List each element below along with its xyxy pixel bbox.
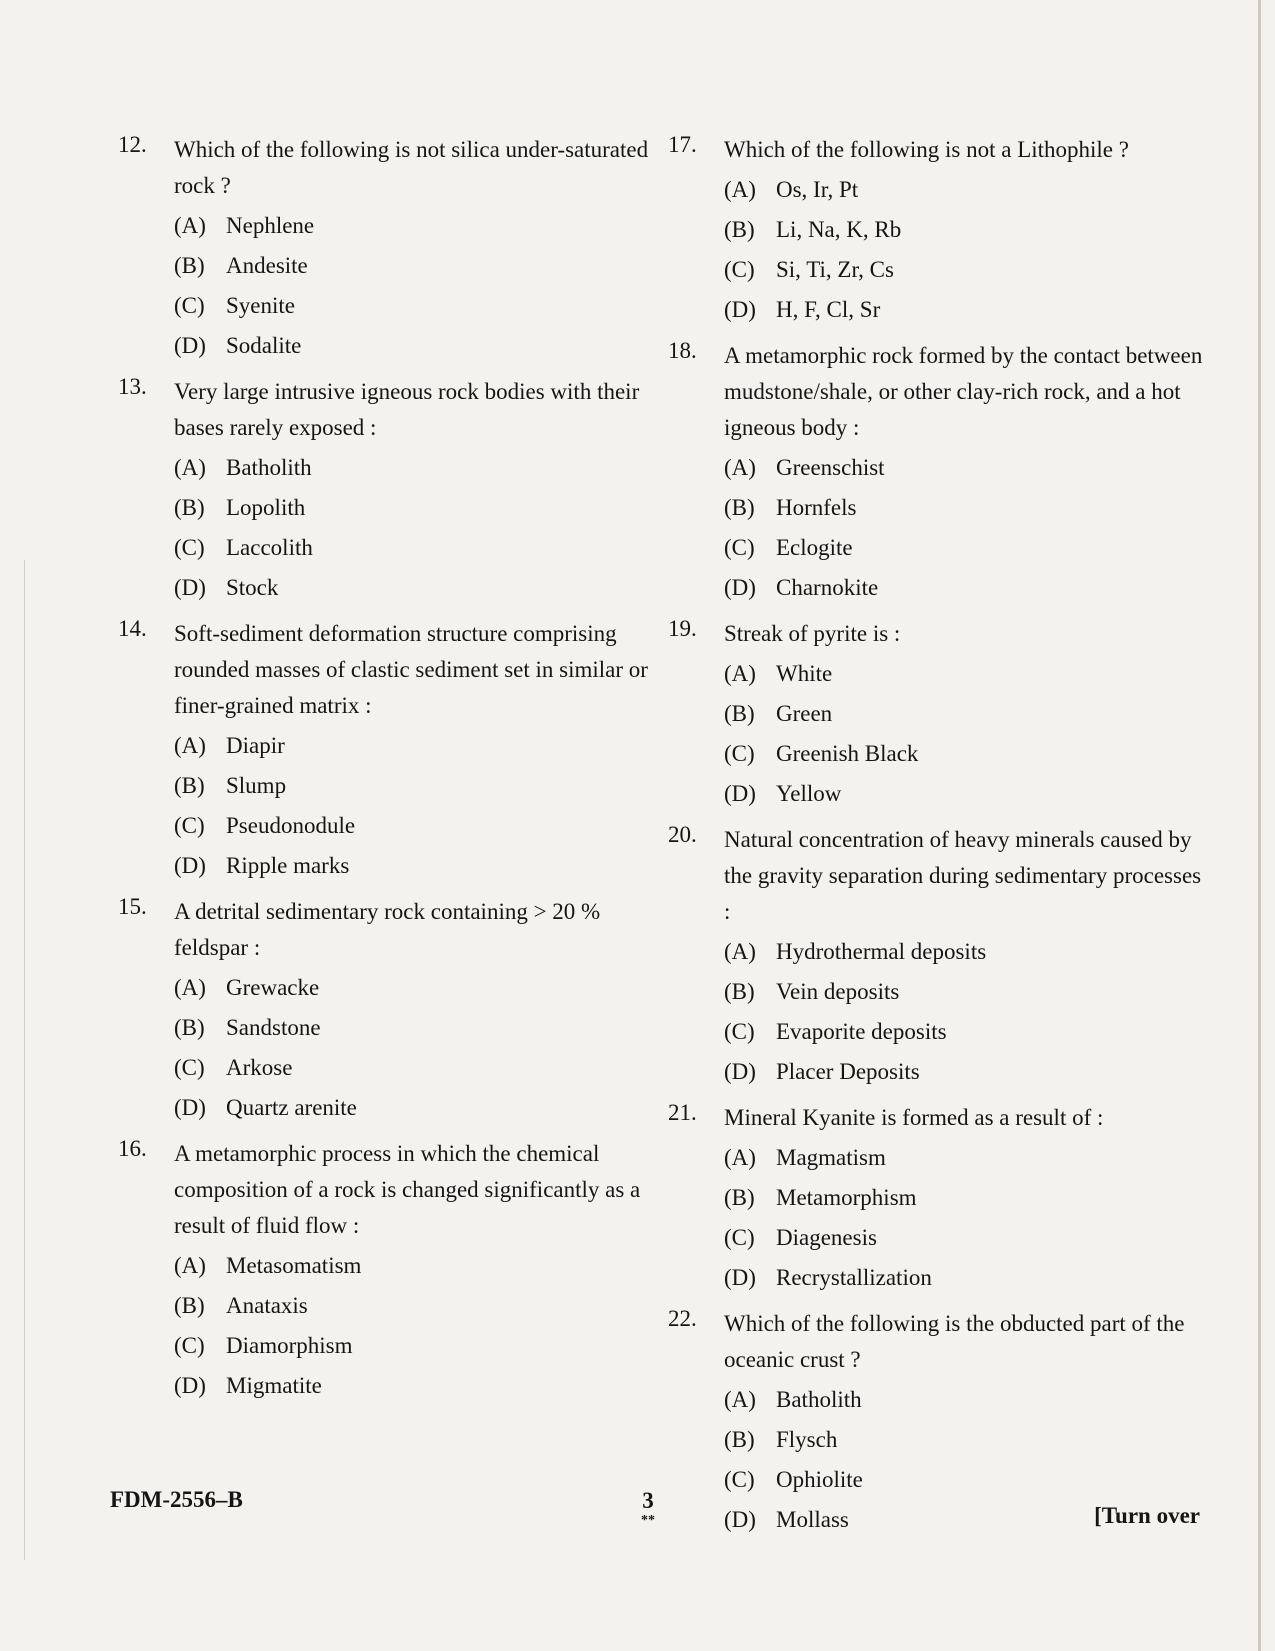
option — [174, 568, 658, 608]
option-text: Arkose — [226, 1055, 293, 1080]
option-label: (B) — [724, 701, 755, 726]
option — [724, 1258, 1208, 1298]
option-label: (A) — [724, 1145, 756, 1170]
right-column — [668, 132, 1208, 1548]
question-text: Natural concentration of heavy minerals caused by the gravity separation during sedimentary processes : — [724, 827, 1202, 924]
option-text: Batholith — [776, 1387, 862, 1412]
option-label: (B) — [724, 979, 755, 1004]
option-text: Ripple marks — [226, 853, 350, 878]
option-text: Metamorphism — [776, 1185, 917, 1210]
left-column — [118, 132, 658, 1414]
option-text: Ophiolite — [776, 1467, 863, 1492]
option — [174, 448, 658, 488]
option — [724, 528, 1208, 568]
option-label: (B) — [724, 217, 755, 242]
question-number: 20. — [668, 822, 697, 847]
option-label: (D) — [174, 1095, 206, 1120]
option — [724, 734, 1208, 774]
page-number — [641, 1488, 655, 1531]
option-label: (D) — [724, 1059, 756, 1084]
question — [118, 1136, 658, 1406]
option-label: (A) — [174, 975, 206, 1000]
option — [724, 1218, 1208, 1258]
option-label: (B) — [724, 1427, 755, 1452]
option — [724, 932, 1208, 972]
option-text: Diapir — [226, 733, 285, 758]
option — [724, 654, 1208, 694]
option — [724, 1012, 1208, 1052]
question-text: Streak of pyrite is : — [724, 621, 901, 646]
option-text: Si, Ti, Zr, Cs — [776, 257, 894, 282]
option-label: (D) — [724, 1265, 756, 1290]
option-label: (A) — [174, 213, 206, 238]
option — [174, 846, 658, 886]
option-text: Sodalite — [226, 333, 302, 358]
option-label: (D) — [174, 853, 206, 878]
question — [118, 894, 658, 1128]
question — [668, 1100, 1208, 1298]
option-text: Evaporite deposits — [776, 1019, 947, 1044]
option — [174, 286, 658, 326]
question-number: 22. — [668, 1306, 697, 1331]
question-number: 13. — [118, 374, 147, 399]
option — [174, 1088, 658, 1128]
option-text: Vein deposits — [776, 979, 900, 1004]
option-label: (C) — [174, 535, 205, 560]
option — [174, 206, 658, 246]
option — [174, 766, 658, 806]
option-label: (B) — [724, 1185, 755, 1210]
option — [724, 250, 1208, 290]
question — [118, 374, 658, 608]
option-label: (B) — [174, 1293, 205, 1318]
option-label: (C) — [174, 813, 205, 838]
option-label: (C) — [724, 1225, 755, 1250]
question — [668, 822, 1208, 1092]
question — [118, 132, 658, 366]
option — [724, 568, 1208, 608]
option — [724, 1380, 1208, 1420]
option-text: Syenite — [226, 293, 295, 318]
question-number: 18. — [668, 338, 697, 363]
question-number: 21. — [668, 1100, 697, 1125]
question-text: Which of the following is the obducted part of the oceanic crust ? — [724, 1311, 1185, 1372]
option-label: (C) — [724, 535, 755, 560]
option-text: Slump — [226, 773, 287, 798]
option-text: Stock — [226, 575, 279, 600]
option-label: (A) — [174, 455, 206, 480]
option-text: Greenschist — [776, 455, 885, 480]
option-label: (C) — [174, 1333, 205, 1358]
question-number: 19. — [668, 616, 697, 641]
option-text: Batholith — [226, 455, 312, 480]
option-text: Laccolith — [226, 535, 313, 560]
page-stars: ** — [641, 1513, 655, 1528]
page-edge-shadow — [1258, 0, 1261, 1651]
question — [668, 132, 1208, 330]
turn-over-note: [Turn over — [1094, 1503, 1200, 1528]
options-list — [724, 1138, 1208, 1298]
option-label: (D) — [724, 297, 756, 322]
option-label: (D) — [174, 333, 206, 358]
option-label: (D) — [174, 1373, 206, 1398]
option — [174, 528, 658, 568]
options-list — [724, 170, 1208, 330]
option-text: Li, Na, K, Rb — [776, 217, 902, 242]
options-list — [724, 932, 1208, 1092]
option-label: (B) — [174, 495, 205, 520]
option — [174, 1008, 658, 1048]
question-number: 17. — [668, 132, 697, 157]
options-list — [174, 726, 658, 886]
option-text: Diagenesis — [776, 1225, 877, 1250]
option — [174, 326, 658, 366]
option-text: Charnokite — [776, 575, 879, 600]
option-label: (A) — [174, 1253, 206, 1278]
option-text: Grewacke — [226, 975, 320, 1000]
option-text: Os, Ir, Pt — [776, 177, 859, 202]
options-list — [174, 448, 658, 608]
option-label: (A) — [724, 661, 756, 686]
question-text: A metamorphic rock formed by the contact between mudstone/shale, or other clay-rich rock, and a hot igneous body : — [724, 343, 1203, 440]
option-label: (B) — [174, 253, 205, 278]
option — [174, 806, 658, 846]
option-text: Hydrothermal deposits — [776, 939, 987, 964]
option — [724, 1138, 1208, 1178]
page-edge-line — [24, 560, 25, 1560]
option-text: Magmatism — [776, 1145, 886, 1170]
option — [174, 488, 658, 528]
option — [174, 1286, 658, 1326]
option — [174, 726, 658, 766]
option — [174, 1326, 658, 1366]
option — [724, 290, 1208, 330]
option-label: (C) — [724, 741, 755, 766]
paper-code: FDM-2556–B — [110, 1487, 243, 1512]
option — [174, 968, 658, 1008]
page-number-text: 3 — [642, 1488, 654, 1513]
option — [724, 1460, 1208, 1500]
option-label: (A) — [724, 1387, 756, 1412]
option-label: (A) — [724, 455, 756, 480]
options-list — [174, 1246, 658, 1406]
option-label: (B) — [174, 1015, 205, 1040]
option — [724, 972, 1208, 1012]
option-label: (A) — [724, 177, 756, 202]
option-text: Pseudonodule — [226, 813, 356, 838]
question-text: Which of the following is not silica under-saturated rock ? — [174, 137, 649, 198]
option-text: Mollass — [776, 1507, 849, 1532]
option-label: (D) — [174, 575, 206, 600]
option — [724, 448, 1208, 488]
option-text: Diamorphism — [226, 1333, 353, 1358]
option-label: (C) — [724, 1467, 755, 1492]
option-text: Placer Deposits — [776, 1059, 920, 1084]
option-text: Migmatite — [226, 1373, 322, 1398]
option-label: (B) — [724, 495, 755, 520]
option — [724, 488, 1208, 528]
options-list — [174, 206, 658, 366]
options-list — [724, 654, 1208, 814]
option — [724, 1420, 1208, 1460]
option-text: H, F, Cl, Sr — [776, 297, 881, 322]
option-label: (D) — [724, 575, 756, 600]
option-text: Eclogite — [776, 535, 853, 560]
question — [118, 616, 658, 886]
option-text: Nephlene — [226, 213, 315, 238]
question-number: 12. — [118, 132, 147, 157]
question — [668, 338, 1208, 608]
option-label: (D) — [724, 781, 756, 806]
option-label: (C) — [724, 257, 755, 282]
option-text: Sandstone — [226, 1015, 321, 1040]
question-number: 14. — [118, 616, 147, 641]
option-label: (C) — [724, 1019, 755, 1044]
question-text: Mineral Kyanite is formed as a result of : — [724, 1105, 1104, 1130]
question-text: Very large intrusive igneous rock bodies with their bases rarely exposed : — [174, 379, 640, 440]
question-text: Soft-sediment deformation structure comprising rounded masses of clastic sediment set in similar or finer-grained matrix : — [174, 621, 648, 718]
option-text: Lopolith — [226, 495, 306, 520]
option-label: (B) — [174, 773, 205, 798]
option — [174, 1246, 658, 1286]
option — [724, 1052, 1208, 1092]
option-text: Metasomatism — [226, 1253, 362, 1278]
option-label: (D) — [724, 1507, 756, 1532]
option — [174, 1366, 658, 1406]
question-text: A detrital sedimentary rock containing > 20 % feldspar : — [174, 899, 601, 960]
option-text: Andesite — [226, 253, 308, 278]
options-list — [174, 968, 658, 1128]
option-text: Green — [776, 701, 833, 726]
option-label: (A) — [724, 939, 756, 964]
option — [724, 1178, 1208, 1218]
option-text: Quartz arenite — [226, 1095, 357, 1120]
option-text: Recrystallization — [776, 1265, 932, 1290]
option-label: (C) — [174, 293, 205, 318]
option-label: (A) — [174, 733, 206, 758]
option — [724, 170, 1208, 210]
question — [668, 616, 1208, 814]
question-number: 15. — [118, 894, 147, 919]
option-text: Hornfels — [776, 495, 857, 520]
option-label: (C) — [174, 1055, 205, 1080]
options-list — [724, 448, 1208, 608]
option-text: Flysch — [776, 1427, 838, 1452]
option — [724, 694, 1208, 734]
option — [174, 1048, 658, 1088]
option-text: Greenish Black — [776, 741, 919, 766]
question-text: A metamorphic process in which the chemical composition of a rock is changed significantly as a result of fluid flow : — [174, 1141, 641, 1238]
option — [724, 210, 1208, 250]
option — [174, 246, 658, 286]
question-text: Which of the following is not a Lithophile ? — [724, 137, 1129, 162]
option-text: Anataxis — [226, 1293, 308, 1318]
option — [724, 774, 1208, 814]
option-text: Yellow — [776, 781, 842, 806]
option-text: White — [776, 661, 833, 686]
question-number: 16. — [118, 1136, 147, 1161]
